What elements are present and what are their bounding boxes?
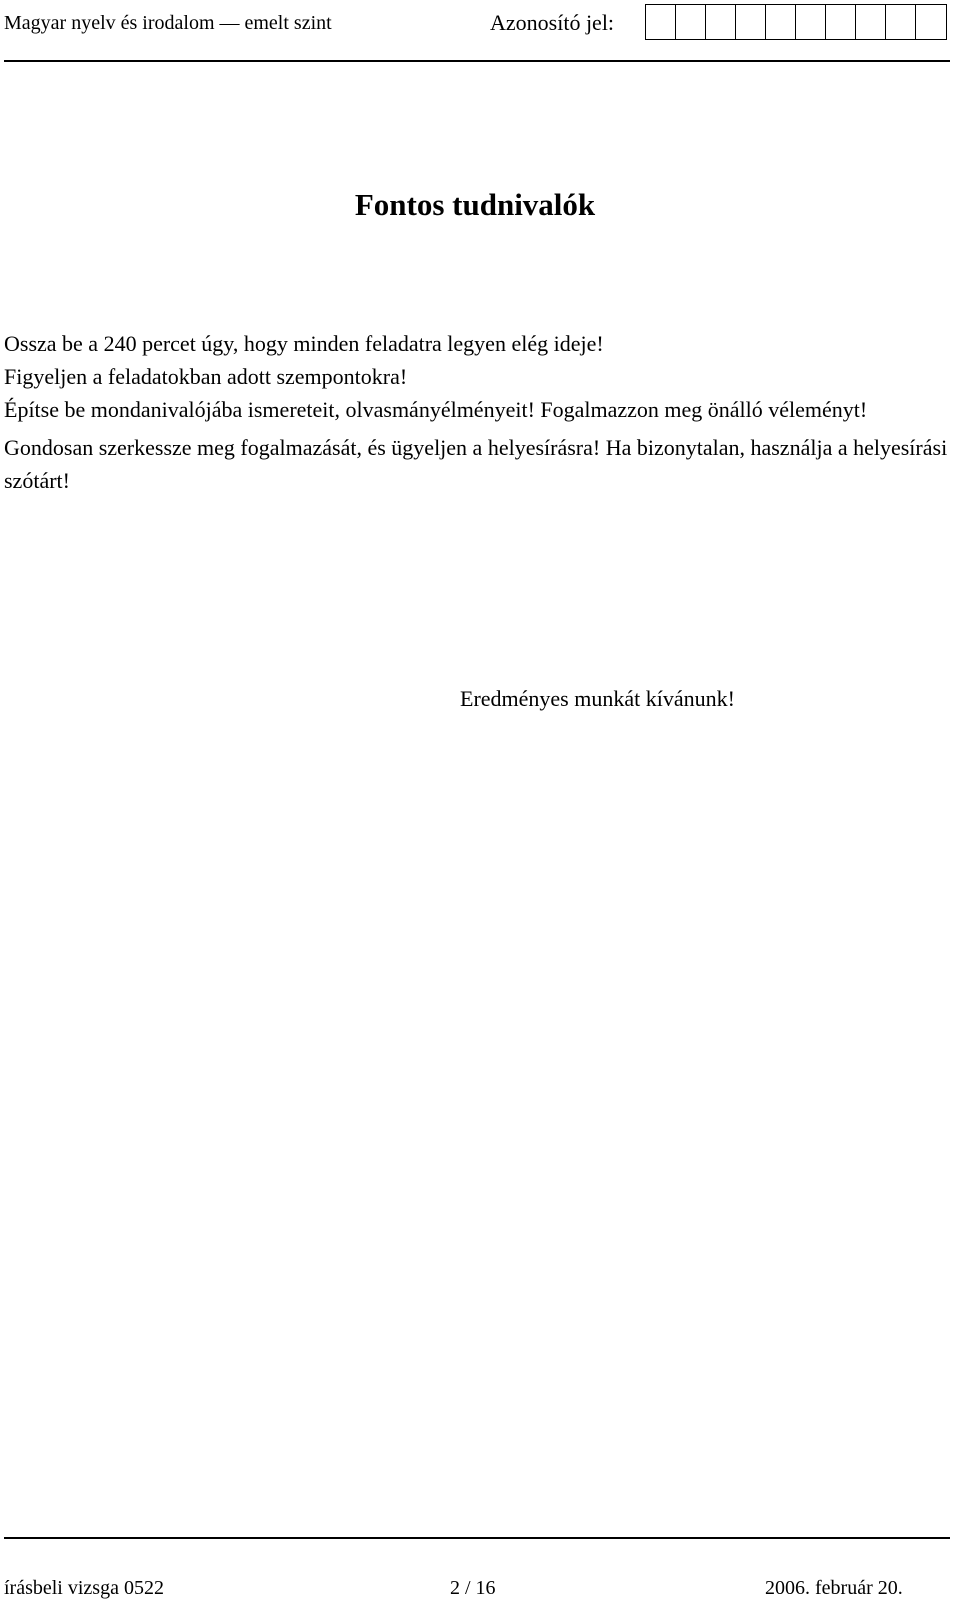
id-box xyxy=(676,5,706,39)
instruction-item: Építse be mondanivalójába ismereteit, olvasmányélményeit! Fogalmazzon meg önálló véleményt! xyxy=(4,397,868,422)
id-boxes xyxy=(645,4,947,40)
footer-exam-code: írásbeli vizsga 0522 xyxy=(4,1577,164,1599)
id-box xyxy=(646,5,676,39)
id-box xyxy=(886,5,916,39)
instructions-block xyxy=(4,327,950,497)
instruction-item: Ossza be a 240 percet úgy, hogy minden feladatra legyen elég ideje! xyxy=(4,331,604,356)
id-box xyxy=(856,5,886,39)
closing-wish: Eredményes munkát kívánunk! xyxy=(460,686,735,711)
id-box xyxy=(826,5,856,39)
page-title: Fontos tudnivalók xyxy=(354,187,596,222)
id-box xyxy=(796,5,826,39)
footer-divider xyxy=(4,1537,950,1539)
id-box xyxy=(916,5,946,39)
footer-date: 2006. február 20. xyxy=(765,1577,903,1599)
id-box xyxy=(736,5,766,39)
header-divider xyxy=(4,60,950,62)
id-box xyxy=(706,5,736,39)
footer-page-number: 2 / 16 xyxy=(450,1577,496,1599)
instruction-item: Gondosan szerkessze meg fogalmazását, és ügyeljen a helyesírásra! Ha bizonytalan, használja a helyesírási szótárt! xyxy=(4,435,948,493)
id-label: Azonosító jel: xyxy=(490,10,615,35)
header-subject: Magyar nyelv és irodalom — emelt szint xyxy=(4,12,332,34)
id-box xyxy=(766,5,796,39)
instruction-item: Figyeljen a feladatokban adott szempontokra! xyxy=(4,364,408,389)
